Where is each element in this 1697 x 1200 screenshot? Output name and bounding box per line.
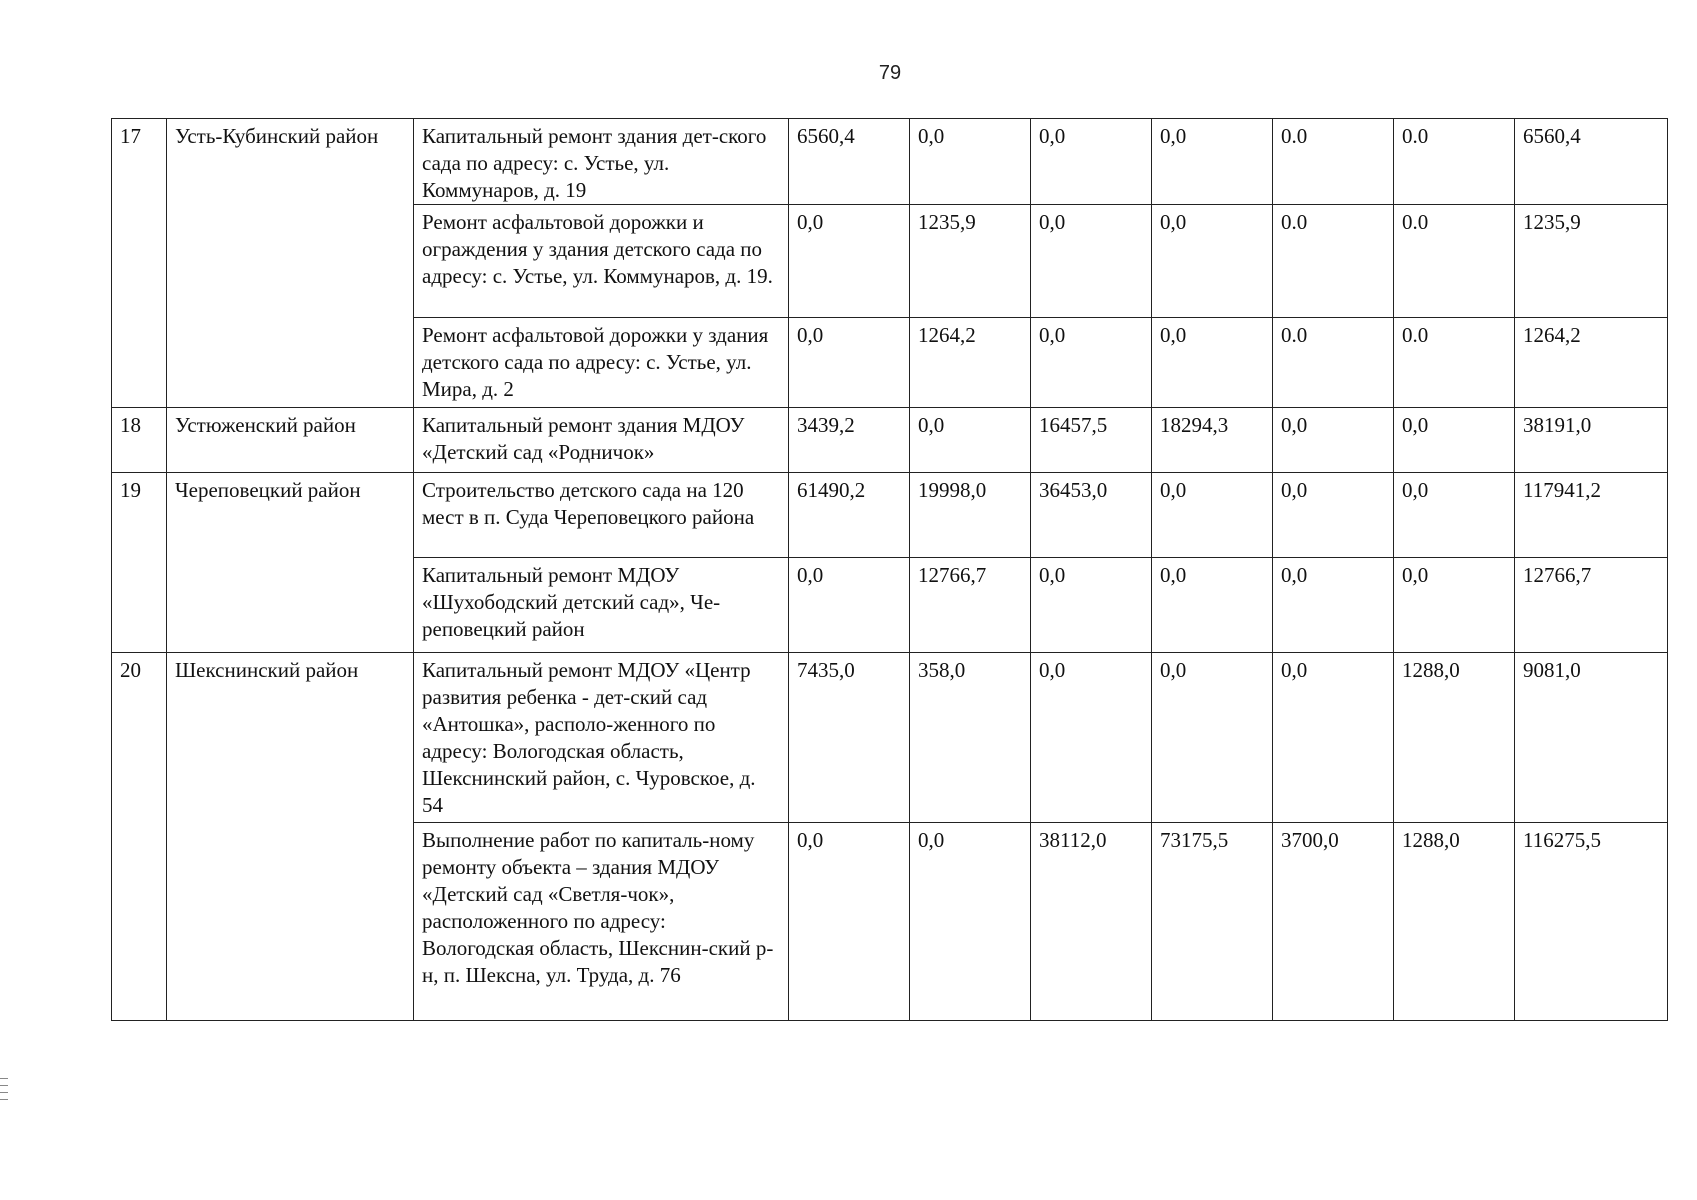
total-value-cell: 38191,0	[1515, 408, 1668, 473]
total-value-cell: 117941,2	[1515, 473, 1668, 558]
table-row	[112, 473, 1668, 558]
value-cell: 1235,9	[910, 205, 1031, 318]
scan-edge-marks	[0, 1078, 8, 1106]
table-row	[112, 408, 1668, 473]
page-number: 79	[878, 62, 902, 84]
value-cell: 0,0	[1273, 408, 1394, 473]
value-cell: 0,0	[1394, 408, 1515, 473]
budget-table	[111, 118, 1668, 1021]
object-description-cell: Капитальный ремонт МДОУ «Центр развития ребенка - дет-ский сад «Антошка», располо-женного по адресу: Вологодская область, Шекснинский район, с. Чуровское, д. 54	[414, 653, 789, 823]
value-cell: 1288,0	[1394, 653, 1515, 823]
value-cell: 0,0	[910, 119, 1031, 205]
value-cell: 38112,0	[1031, 823, 1152, 1021]
value-cell: 0.0	[1273, 205, 1394, 318]
value-cell: 61490,2	[789, 473, 910, 558]
object-description-cell: Ремонт асфальтовой дорожки у здания детского сада по адресу: с. Устье, ул. Мира, д. 2	[414, 318, 789, 408]
value-cell: 3700,0	[1273, 823, 1394, 1021]
value-cell: 0,0	[1031, 205, 1152, 318]
total-value-cell: 1235,9	[1515, 205, 1668, 318]
district-cell: Усть-Кубинский район	[167, 119, 414, 408]
value-cell: 12766,7	[910, 558, 1031, 653]
value-cell: 0,0	[1031, 318, 1152, 408]
row-number-cell: 19	[112, 473, 167, 653]
object-description-cell: Капитальный ремонт здания МДОУ «Детский сад «Родничок»	[414, 408, 789, 473]
object-description-cell: Капитальный ремонт МДОУ «Шухободский детский сад», Че-реповецкий район	[414, 558, 789, 653]
object-description-cell: Строительство детского сада на 120 мест в п. Суда Череповецкого района	[414, 473, 789, 558]
value-cell: 6560,4	[789, 119, 910, 205]
value-cell: 36453,0	[1031, 473, 1152, 558]
value-cell: 0,0	[1273, 558, 1394, 653]
value-cell: 0,0	[1152, 119, 1273, 205]
value-cell: 7435,0	[789, 653, 910, 823]
value-cell: 0,0	[789, 558, 910, 653]
value-cell: 0,0	[1394, 473, 1515, 558]
value-cell: 0.0	[1273, 119, 1394, 205]
total-value-cell: 1264,2	[1515, 318, 1668, 408]
row-number-cell: 20	[112, 653, 167, 1021]
table-body	[112, 119, 1668, 1021]
object-description-cell: Выполнение работ по капиталь-ному ремонту объекта – здания МДОУ «Детский сад «Светля-чок», расположенного по адресу: Вологодская область, Шекснин-ский р-н, п. Шексна, ул. Труда, д. 76	[414, 823, 789, 1021]
row-number-cell: 17	[112, 119, 167, 408]
district-cell: Череповецкий район	[167, 473, 414, 653]
value-cell: 0,0	[1152, 473, 1273, 558]
object-description-cell: Капитальный ремонт здания дет-ского сада по адресу: с. Устье, ул. Коммунаров, д. 19	[414, 119, 789, 205]
table-row	[112, 119, 1668, 205]
value-cell: 0,0	[1152, 205, 1273, 318]
value-cell: 0,0	[1031, 653, 1152, 823]
table-row	[112, 653, 1668, 823]
value-cell: 0,0	[789, 205, 910, 318]
value-cell: 19998,0	[910, 473, 1031, 558]
total-value-cell: 12766,7	[1515, 558, 1668, 653]
value-cell: 0,0	[789, 318, 910, 408]
value-cell: 0,0	[789, 823, 910, 1021]
value-cell: 1264,2	[910, 318, 1031, 408]
value-cell: 0,0	[1394, 558, 1515, 653]
value-cell: 0,0	[1031, 119, 1152, 205]
value-cell: 0.0	[1273, 318, 1394, 408]
row-number-cell: 18	[112, 408, 167, 473]
value-cell: 358,0	[910, 653, 1031, 823]
value-cell: 0,0	[1152, 558, 1273, 653]
value-cell: 0,0	[1031, 558, 1152, 653]
value-cell: 0,0	[1273, 653, 1394, 823]
value-cell: 73175,5	[1152, 823, 1273, 1021]
total-value-cell: 6560,4	[1515, 119, 1668, 205]
value-cell: 0,0	[910, 408, 1031, 473]
value-cell: 0.0	[1394, 119, 1515, 205]
value-cell: 1288,0	[1394, 823, 1515, 1021]
total-value-cell: 116275,5	[1515, 823, 1668, 1021]
value-cell: 18294,3	[1152, 408, 1273, 473]
object-description-cell: Ремонт асфальтовой дорожки и ограждения у здания детского сада по адресу: с. Устье, ул. Коммунаров, д. 19.	[414, 205, 789, 318]
value-cell: 0,0	[910, 823, 1031, 1021]
district-cell: Шекснинский район	[167, 653, 414, 1021]
value-cell: 0.0	[1394, 205, 1515, 318]
value-cell: 16457,5	[1031, 408, 1152, 473]
value-cell: 3439,2	[789, 408, 910, 473]
total-value-cell: 9081,0	[1515, 653, 1668, 823]
value-cell: 0,0	[1152, 318, 1273, 408]
value-cell: 0.0	[1394, 318, 1515, 408]
value-cell: 0,0	[1273, 473, 1394, 558]
value-cell: 0,0	[1152, 653, 1273, 823]
district-cell: Устюженский район	[167, 408, 414, 473]
